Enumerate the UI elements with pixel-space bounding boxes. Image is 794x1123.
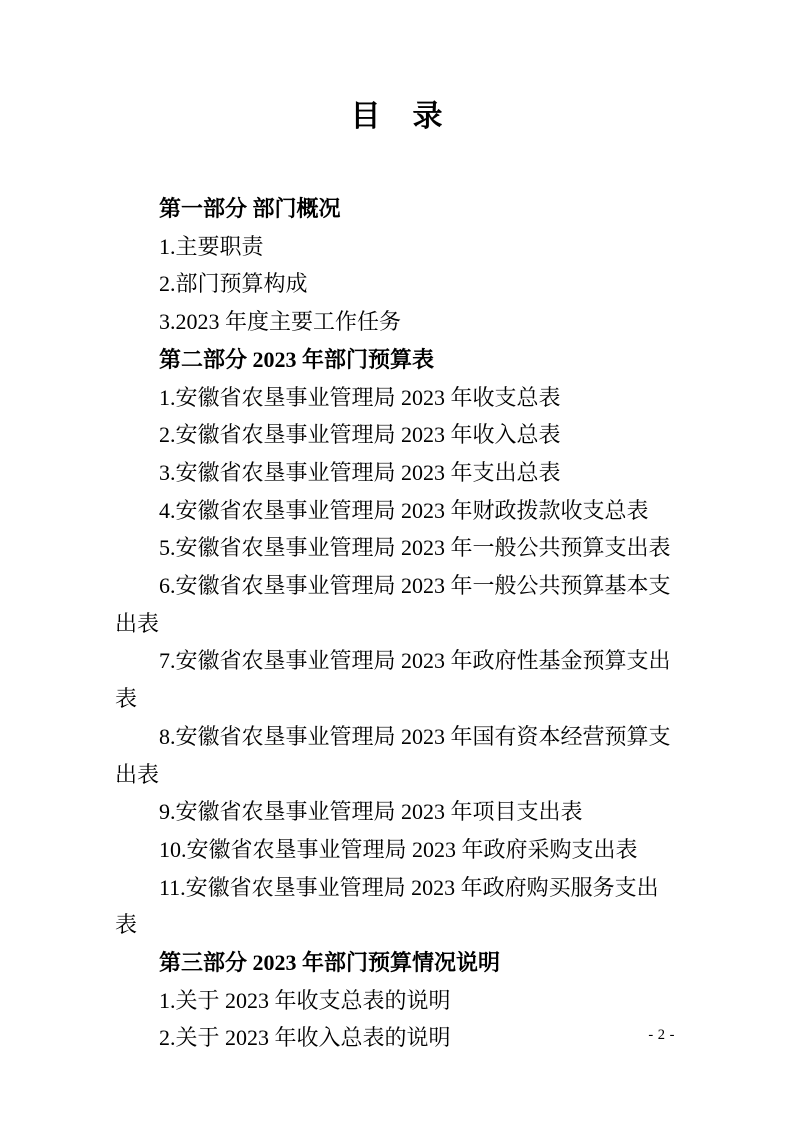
toc-section-heading: 第一部分 部门概况: [159, 196, 341, 221]
toc-entry: 3.安徽省农垦事业管理局 2023 年支出总表: [159, 459, 561, 485]
toc-entry: 3.2023 年度主要工作任务: [159, 309, 402, 335]
toc-entry: 5.安徽省农垦事业管理局 2023 年一般公共预算支出表: [159, 535, 671, 561]
toc-entry: 11.安徽省农垦事业管理局 2023 年政府购买服务支出表: [115, 874, 659, 938]
toc-list: [115, 190, 680, 1057]
toc-entry: 2.部门预算构成: [159, 271, 308, 297]
toc-entry: 8.安徽省农垦事业管理局 2023 年国有资本经营预算支出表: [115, 723, 671, 787]
toc-entry: 4.安徽省农垦事业管理局 2023 年财政拨款收支总表: [159, 497, 649, 523]
toc-entry: 2.安徽省农垦事业管理局 2023 年收入总表: [159, 422, 561, 448]
page-number: - 2 -: [648, 1027, 675, 1043]
toc-entry: 7.安徽省农垦事业管理局 2023 年政府性基金预算支出表: [115, 648, 671, 712]
page-title: 目 录: [350, 100, 444, 133]
toc-entry: 10.安徽省农垦事业管理局 2023 年政府采购支出表: [159, 836, 638, 862]
toc-entry: 2.关于 2023 年收入总表的说明: [159, 1025, 451, 1051]
toc-entry: 9.安徽省农垦事业管理局 2023 年项目支出表: [159, 799, 583, 825]
toc-entry: 1.关于 2023 年收支总表的说明: [159, 987, 451, 1013]
toc-entry: 6.安徽省农垦事业管理局 2023 年一般公共预算基本支出表: [115, 573, 671, 636]
toc-section-heading: 第三部分 2023 年部门预算情况说明: [159, 950, 501, 976]
toc-entry: 1.安徽省农垦事业管理局 2023 年收支总表: [159, 384, 561, 410]
toc-section-heading: 第二部分 2023 年部门预算表: [159, 346, 435, 372]
toc-entry: 1.主要职责: [159, 233, 264, 259]
